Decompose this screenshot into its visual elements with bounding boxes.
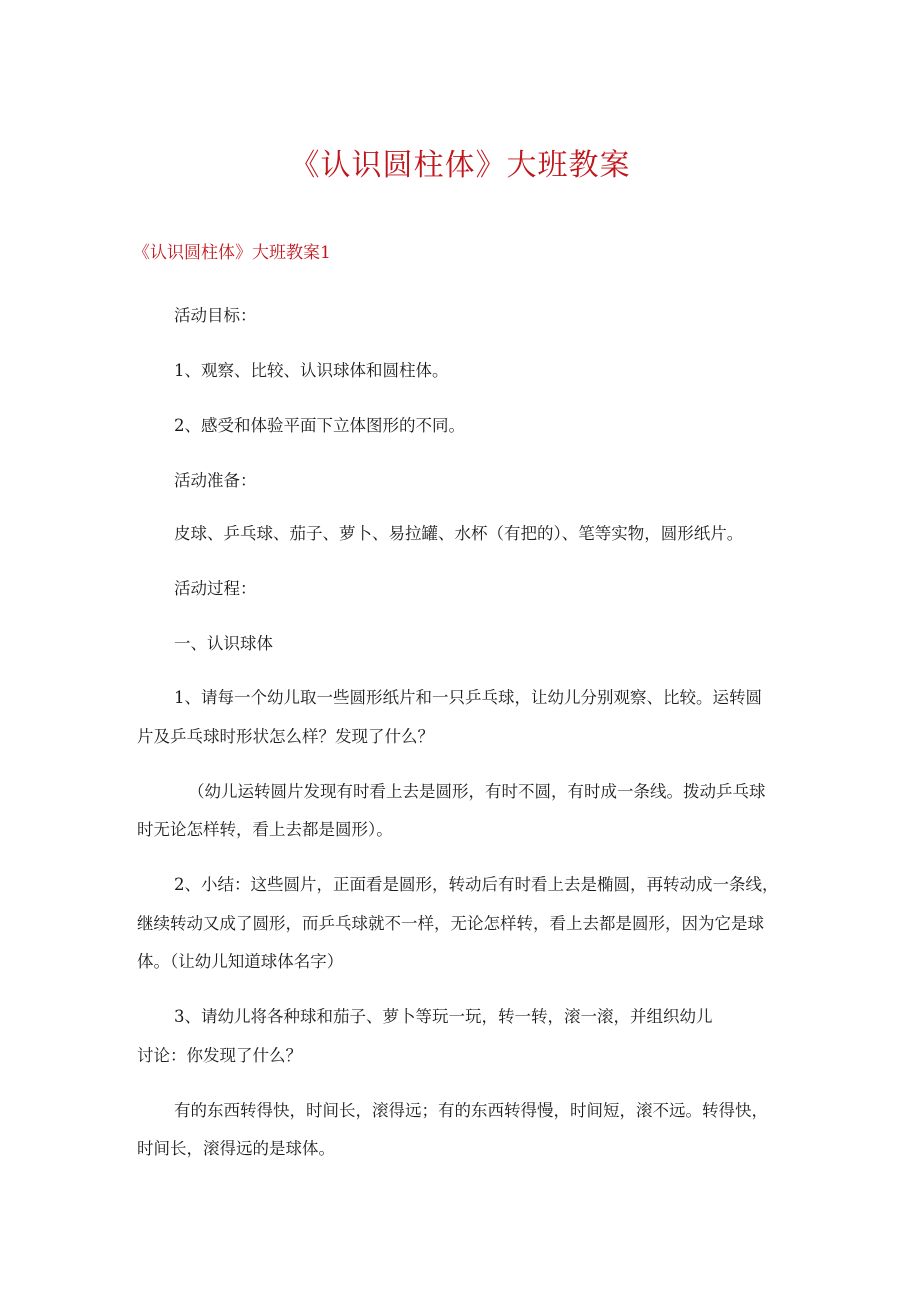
prep-heading: 活动准备：: [174, 471, 257, 490]
section-one-heading: 一、认识球体: [174, 634, 273, 653]
process-heading: 活动过程：: [174, 579, 257, 598]
conclusion-line-1: 有的东西转得快，时间长，滚得远；有的东西转得慢，时间短，滚不远。转得快，: [174, 1101, 768, 1120]
summary-line-1: 2、小结：这些圆片，正面看是圆形，转动后有时看上去是椭圆，再转动成一条线，: [174, 875, 779, 894]
section-heading: 《认识圆柱体》大班教案1: [133, 243, 331, 263]
goal-item-1: 1、观察、比较、认识球体和圆柱体。: [174, 361, 449, 380]
step-3-line-2: 讨论：你发现了什么？: [137, 1046, 302, 1065]
summary-line-2: 继续转动又成了圆形，而乒乓球就不一样，无论怎样转，看上去都是圆形，因为它是球: [137, 914, 764, 933]
goal-heading: 活动目标：: [174, 306, 257, 325]
goal-item-2: 2、感受和体验平面下立体图形的不同。: [174, 416, 465, 435]
step-1-line-1: 1、请每一个幼儿取一些圆形纸片和一只乒乓球，让幼儿分别观察、比较。运转圆: [174, 688, 762, 707]
prep-materials: 皮球、乒乓球、茄子、萝卜、易拉罐、水杯（有把的）、笔等实物，圆形纸片。: [174, 524, 744, 543]
conclusion-line-2: 时间长，滚得远的是球体。: [137, 1139, 335, 1158]
step-3-line-1: 3、请幼儿将各种球和茄子、萝卜等玩一玩，转一转，滚一滚，并组织幼儿: [174, 1007, 713, 1026]
observation-line-1: （幼儿运转圆片发现有时看上去是圆形，有时不圆，有时成一条线。拨动乒乓球: [188, 782, 766, 801]
observation-line-2: 时无论怎样转，看上去都是圆形）。: [137, 820, 393, 839]
document-title: 《认识圆柱体》大班教案: [289, 148, 631, 183]
summary-line-3: 体。（让幼儿知道球体名字）: [137, 952, 344, 971]
step-1-line-2: 片及乒乓球时形状怎么样？发现了什么？: [137, 727, 434, 746]
